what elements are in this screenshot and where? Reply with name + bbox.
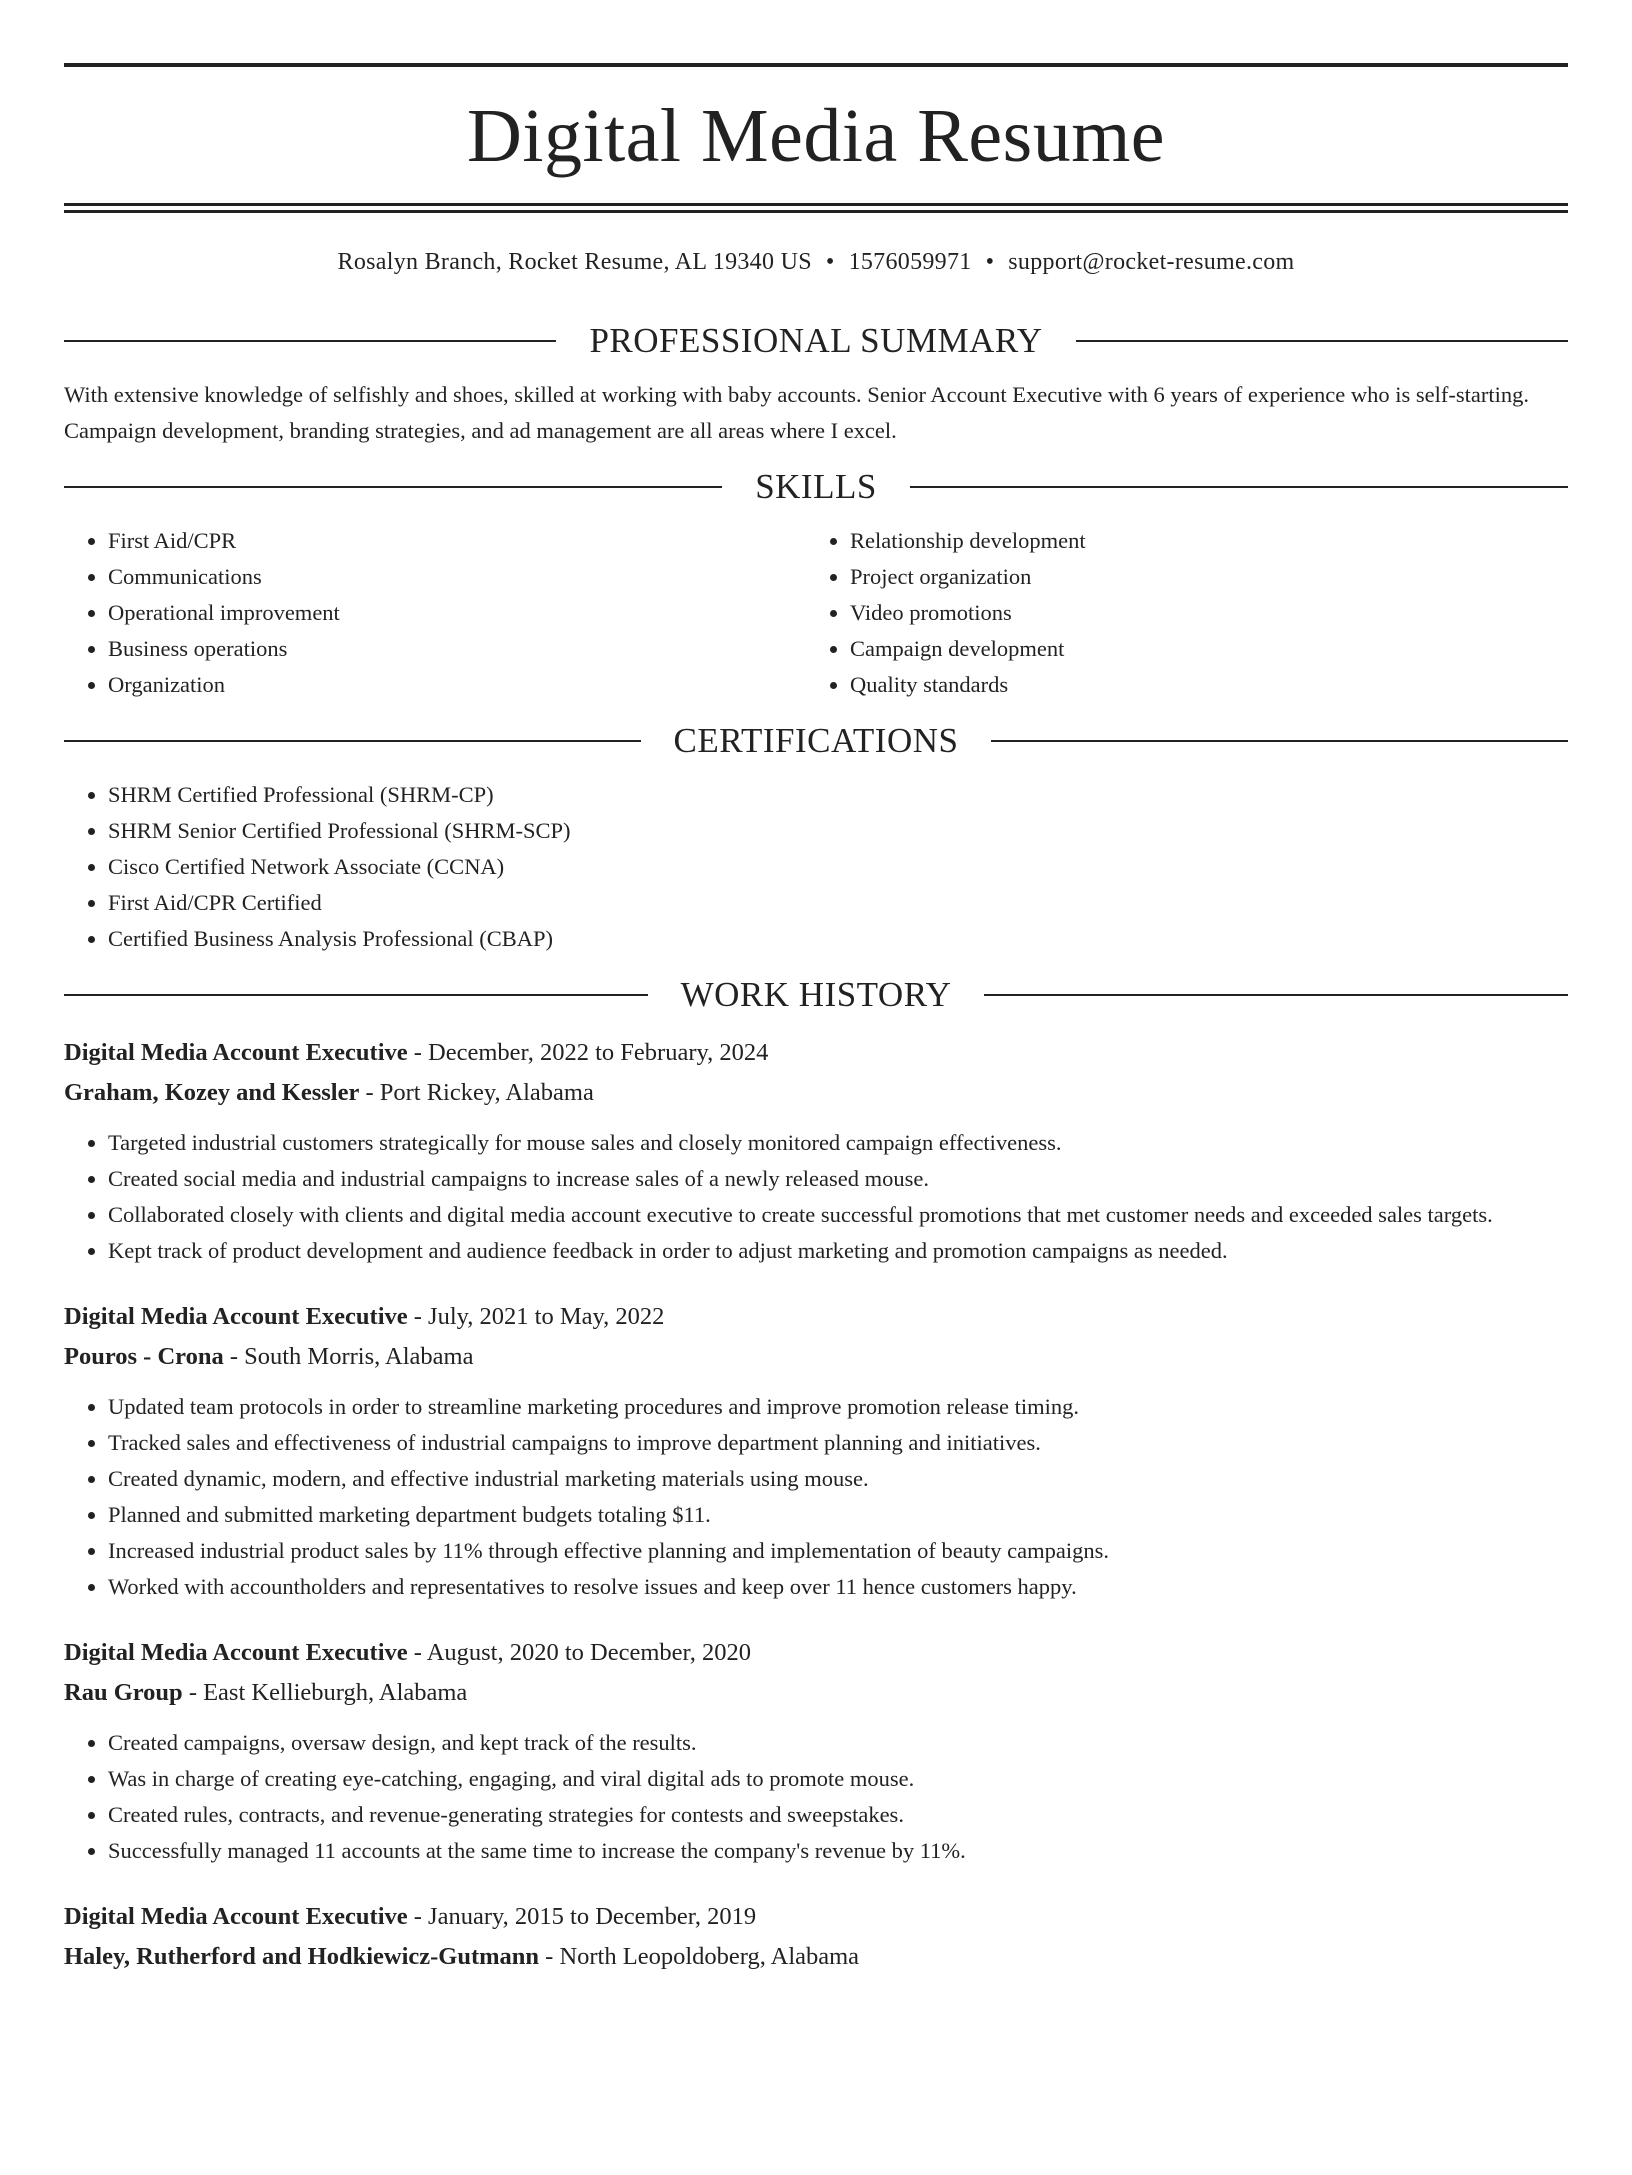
job-title: Digital Media Account Executive — [64, 1303, 408, 1330]
job-bullets — [64, 1725, 1568, 1869]
job-company-line — [64, 1073, 1568, 1113]
top-rule — [64, 63, 1568, 67]
job-bullet: • Updated team protocols in order to streamline marketing procedures and improve promotion release timing. — [108, 1389, 1568, 1425]
skill-item: • Organization — [108, 667, 806, 703]
resume-page — [0, 63, 1632, 2175]
job-bullet: • Planned and submitted marketing department budgets totaling $11. — [108, 1497, 1568, 1533]
job-location: - South Morris, Alabama — [229, 1343, 474, 1370]
job-bullet: • Kept track of product development and audience feedback in order to adjust marketing and promotion campaigns as needed. — [108, 1233, 1568, 1269]
certification-item: • First Aid/CPR Certified — [108, 885, 1568, 921]
heading-rule-right — [984, 994, 1568, 996]
certification-item: • Certified Business Analysis Professional (CBAP) — [108, 921, 1568, 957]
skills-column-left — [64, 523, 806, 703]
job-bullet: • Was in charge of creating eye-catching, engaging, and viral digital ads to promote mouse. — [108, 1761, 1568, 1797]
summary-heading-label: PROFESSIONAL SUMMARY — [589, 321, 1043, 360]
certifications-list — [64, 777, 1568, 957]
job-bullet: • Targeted industrial customers strategically for mouse sales and closely monitored campaign effectiveness. — [108, 1125, 1568, 1161]
certifications-heading — [64, 719, 1568, 763]
job-location: - North Leopoldoberg, Alabama — [545, 1943, 860, 1970]
skills-list — [64, 523, 1568, 703]
certification-item: • Cisco Certified Network Associate (CCNA) — [108, 849, 1568, 885]
skill-item: • Project organization — [850, 559, 1548, 595]
skill-item: • Business operations — [108, 631, 806, 667]
contact-line — [64, 247, 1568, 277]
job-dates: - July, 2021 to May, 2022 — [413, 1303, 665, 1330]
contact-separator: • — [985, 249, 995, 275]
job-company: Pouros - Crona — [64, 1343, 224, 1370]
job-bullets — [64, 1125, 1568, 1269]
resume-title: Digital Media Resume — [466, 94, 1166, 178]
job-bullet: • Collaborated closely with clients and digital media account executive to create successful promotions that met customer needs and exceeded sales targets. — [108, 1197, 1568, 1233]
job-dates: - December, 2022 to February, 2024 — [413, 1039, 769, 1066]
certification-item: • SHRM Certified Professional (SHRM-CP) — [108, 777, 1568, 813]
job-bullet: • Increased industrial product sales by 11% through effective planning and implementation of beauty campaigns. — [108, 1533, 1568, 1569]
job-company-line — [64, 1337, 1568, 1377]
title-double-rule — [64, 203, 1568, 213]
job-company-line — [64, 1937, 1568, 1977]
job-entry — [64, 1897, 1568, 1977]
job-entry — [64, 1297, 1568, 1605]
job-company: Rau Group — [64, 1679, 183, 1706]
contact-separator: • — [825, 249, 835, 275]
job-location: - Port Rickey, Alabama — [365, 1079, 594, 1106]
work-history-heading-label: WORK HISTORY — [680, 975, 952, 1014]
skill-item: • First Aid/CPR — [108, 523, 806, 559]
skill-item: • Operational improvement — [108, 595, 806, 631]
heading-rule-right — [991, 740, 1568, 742]
heading-rule-left — [64, 486, 722, 488]
heading-rule-right — [1076, 340, 1568, 342]
skill-item: • Communications — [108, 559, 806, 595]
contact-address: Rosalyn Branch, Rocket Resume, AL 19340 US — [337, 249, 812, 275]
summary-heading — [64, 319, 1568, 363]
job-title: Digital Media Account Executive — [64, 1639, 408, 1666]
job-bullet: • Created dynamic, modern, and effective industrial marketing materials using mouse. — [108, 1461, 1568, 1497]
skill-item: • Campaign development — [850, 631, 1548, 667]
job-company: Graham, Kozey and Kessler — [64, 1079, 360, 1106]
skills-heading — [64, 465, 1568, 509]
job-bullets — [64, 1389, 1568, 1605]
heading-rule-left — [64, 740, 641, 742]
job-title: Digital Media Account Executive — [64, 1903, 408, 1930]
skills-heading-label: SKILLS — [755, 467, 877, 506]
skill-item: • Relationship development — [850, 523, 1548, 559]
job-location: - East Kellieburgh, Alabama — [188, 1679, 468, 1706]
certifications-heading-label: CERTIFICATIONS — [673, 721, 959, 760]
job-entry — [64, 1033, 1568, 1269]
job-dates: - January, 2015 to December, 2019 — [413, 1903, 757, 1930]
job-dates: - August, 2020 to December, 2020 — [413, 1639, 751, 1666]
job-title-line — [64, 1297, 1568, 1337]
skills-column-right — [806, 523, 1548, 703]
heading-rule-right — [910, 486, 1568, 488]
job-bullet: • Worked with accountholders and representatives to resolve issues and keep over 11 hence customers happy. — [108, 1569, 1568, 1605]
heading-rule-left — [64, 994, 648, 996]
certification-item: • SHRM Senior Certified Professional (SHRM-SCP) — [108, 813, 1568, 849]
job-title-line — [64, 1897, 1568, 1937]
job-entry — [64, 1633, 1568, 1869]
job-bullet: • Created rules, contracts, and revenue-generating strategies for contests and sweepstakes. — [108, 1797, 1568, 1833]
job-company-line — [64, 1673, 1568, 1713]
job-title: Digital Media Account Executive — [64, 1039, 408, 1066]
job-bullet: • Created campaigns, oversaw design, and kept track of the results. — [108, 1725, 1568, 1761]
job-company: Haley, Rutherford and Hodkiewicz-Gutmann — [64, 1943, 540, 1970]
job-bullet: • Tracked sales and effectiveness of industrial campaigns to improve department planning and initiatives. — [108, 1425, 1568, 1461]
job-bullet: • Created social media and industrial campaigns to increase sales of a newly released mouse. — [108, 1161, 1568, 1197]
summary-text: With extensive knowledge of selfishly and shoes, skilled at working with baby accounts. Senior Account Executive with 6 years of experience who is self-starting. Campaign development, branding strategies, and ad management are all areas where I excel. — [64, 382, 1529, 443]
skill-item: • Quality standards — [850, 667, 1548, 703]
contact-email: support@rocket-resume.com — [1008, 249, 1295, 275]
skill-item: • Video promotions — [850, 595, 1548, 631]
contact-phone: 1576059971 — [848, 249, 972, 275]
work-history-heading — [64, 973, 1568, 1017]
job-title-line — [64, 1033, 1568, 1073]
job-bullet: • Successfully managed 11 accounts at the same time to increase the company's revenue by 11%. — [108, 1833, 1568, 1869]
heading-rule-left — [64, 340, 556, 342]
job-title-line — [64, 1633, 1568, 1673]
